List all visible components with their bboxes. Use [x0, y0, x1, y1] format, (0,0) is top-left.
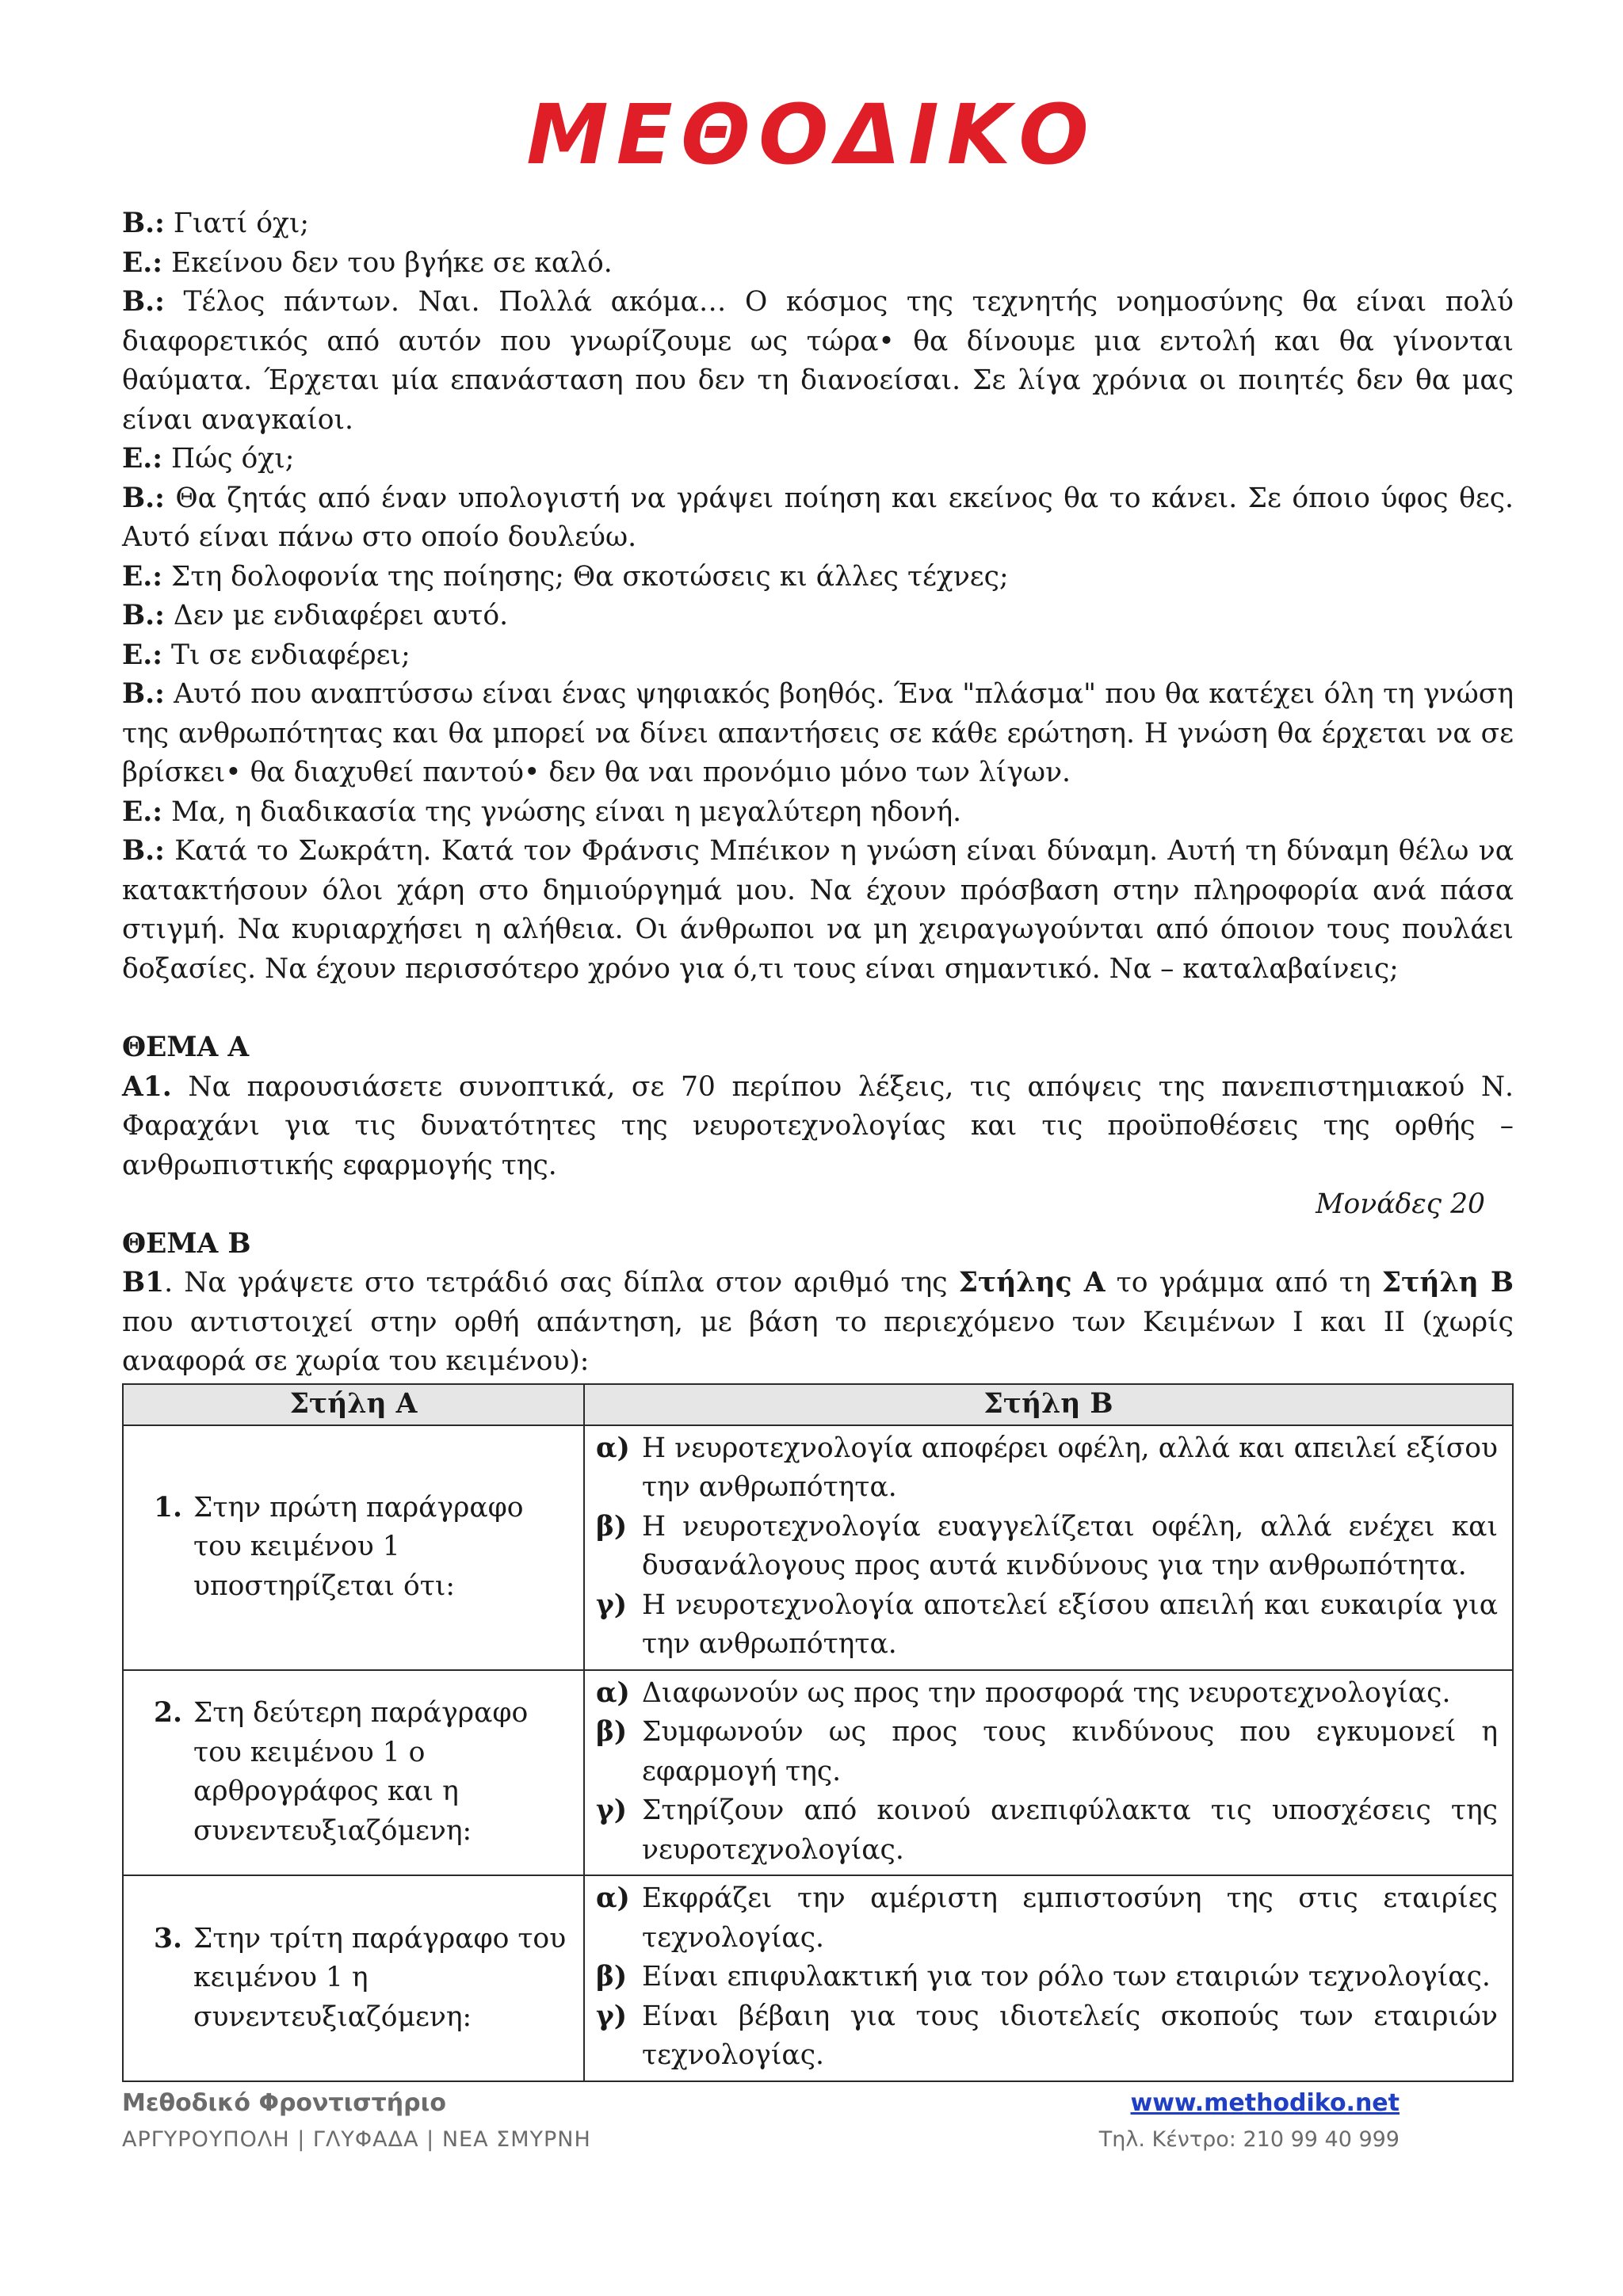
dialogue-line — [122, 244, 1514, 284]
theme-a-heading: ΘΕΜΑ Α — [122, 1032, 250, 1063]
dialogue-text: Θα ζητάς από έναν υπολογιστή να γράψει ποίηση και εκείνος θα το κάνει. Σε όποιο ύφος θες. Αυτό είναι πάνω στο οποίο δουλεύω. — [122, 482, 1514, 553]
dialogue-text: Αυτό που αναπτύσσω είναι ένας ψηφιακός βοηθός. Ένα "πλάσμα" που θα κατέχει όλη τη γνώση της ανθρωπότητας και θα μπορεί να δίνει απαντήσεις σε κάθε ερώτηση. Η γνώση θα έρχεται να σε βρίσκει• θα διαχυθεί παντού• δεν θα ναι προνόμιο μόνο των λίγων. — [122, 678, 1514, 788]
speaker-label: Β.: — [122, 835, 165, 867]
brand-logo: ΜΕΘΟΔΙΚΟ — [526, 86, 1097, 183]
document-body — [122, 204, 1514, 2082]
answer-option — [596, 1429, 1498, 1508]
dialogue-line — [122, 440, 1514, 479]
option-text: Συμφωνούν ως προς τους κινδύνους που εγκυμονεί η εφαρμογή της. — [642, 1716, 1498, 1787]
answer-option — [596, 1997, 1498, 2076]
dialogue-line — [122, 204, 1514, 244]
dialogue-line — [122, 558, 1514, 597]
speaker-label: Ε.: — [122, 795, 163, 828]
dialogue-line — [122, 793, 1514, 833]
dialogue-line — [122, 832, 1514, 989]
column-a-header: Στήλη Α — [123, 1384, 584, 1425]
option-letter: β) — [596, 1961, 628, 1993]
column-b-cell — [584, 1670, 1513, 1876]
theme-a-units: Μονάδες 20 — [1316, 1188, 1485, 1220]
column-a-cell — [123, 1425, 584, 1670]
footer-locations: ΑΡΓΥΡΟΥΠΟΛΗ | ΓΛΥΦΑΔΑ | ΝΕΑ ΣΜΥΡΝΗ — [122, 2127, 591, 2152]
column-a-cell — [123, 1670, 584, 1876]
question-a1-label: Α1. — [122, 1070, 172, 1103]
dialogue-line — [122, 283, 1514, 440]
option-letter: β) — [596, 1510, 628, 1543]
dialogue-text: Τι σε ενδιαφέρει; — [171, 639, 411, 671]
dialogue-text: Εκείνου δεν του βγήκε σε καλό. — [171, 246, 613, 279]
speaker-label: Ε.: — [122, 443, 163, 475]
answer-option — [596, 1508, 1498, 1586]
item-prompt: Στη δεύτερη παράγραφο του κειμένου 1 ο αρθρογράφος και η συνεντευξιαζόμενη: — [193, 1697, 529, 1847]
dialogue-text: Πώς όχι; — [171, 443, 295, 475]
column-a-cell — [123, 1875, 584, 2081]
column-b-cell — [584, 1425, 1513, 1670]
question-b1-label: Β1 — [122, 1267, 165, 1299]
footer-phone: Τηλ. Κέντρο: 210 99 40 999 — [1098, 2127, 1400, 2152]
answer-option — [596, 1713, 1498, 1791]
option-letter: α) — [596, 1882, 630, 1914]
theme-b-intro: Β1. Να γράψετε στο τετράδιό σας δίπλα στον αριθμό της Στήλης Α το γράμμα από τη Στήλη Β που αντιστοιχεί στην ορθή απάντηση, με βάση το περιεχόμενο των Κειμένων Ι και ΙΙ (χωρίς αναφορά σε χωρία του κειμένου): — [122, 1267, 1514, 1377]
theme-b-heading: ΘΕΜΑ Β — [122, 1227, 251, 1260]
option-text: Στηρίζουν από κοινού ανεπιφύλακτα τις υποσχέσεις της νευροτεχνολογίας. — [642, 1794, 1498, 1866]
speaker-label: Β.: — [122, 208, 165, 239]
table-row — [123, 1425, 1513, 1670]
option-text: Η νευροτεχνολογία αποφέρει οφέλη, αλλά και απειλεί εξίσου την ανθρωπότητα. — [642, 1432, 1498, 1503]
item-number: 1. — [153, 1491, 182, 1524]
column-b-cell — [584, 1875, 1513, 2081]
option-text: Διαφωνούν ως προς την προσφορά της νευροτεχνολογίας. — [642, 1676, 1451, 1709]
footer-name: Μεθοδικό Φροντιστήριο — [122, 2089, 446, 2117]
table-row — [123, 1875, 1513, 2081]
table-row — [123, 1670, 1513, 1876]
dialogue-text: Γιατί όχι; — [173, 208, 310, 239]
dialogue-text: Τέλος πάντων. Ναι. Πολλά ακόμα… Ο κόσμος της τεχνητής νοημοσύνης θα είναι πολύ διαφορετικός από αυτόν που γνωρίζουμε ως τώρα• θα δίνουμε μια εντολή και θα γίνονται θαύματα. Έρχεται μία επανάσταση που δεν τη διανοείσαι. Σε λίγα χρόνια οι ποιητές δεν θα μας είναι αναγκαίοι. — [122, 286, 1514, 436]
speaker-label: Ε.: — [122, 560, 163, 593]
dialogue-line — [122, 597, 1514, 636]
answer-option — [596, 1791, 1498, 1870]
dialogue-section — [122, 204, 1514, 989]
dialogue-text: Μα, η διαδικασία της γνώσης είναι η μεγαλύτερη ηδονή. — [171, 795, 962, 828]
option-text: Είναι επιφυλακτική για τον ρόλο των εταιριών τεχνολογίας. — [642, 1961, 1491, 1993]
speaker-label: Ε.: — [122, 639, 163, 671]
speaker-label: Ε.: — [122, 246, 163, 279]
speaker-label: Β.: — [122, 600, 165, 631]
item-prompt: Στην πρώτη παράγραφο του κειμένου 1 υποστηρίζεται ότι: — [193, 1491, 524, 1602]
speaker-label: Β.: — [122, 482, 165, 514]
answer-option — [596, 1586, 1498, 1665]
option-letter: γ) — [596, 2000, 628, 2032]
dialogue-text: Δεν με ενδιαφέρει αυτό. — [173, 600, 509, 631]
option-letter: β) — [596, 1716, 628, 1748]
option-text: Η νευροτεχνολογία ευαγγελίζεται οφέλη, αλλά ενέχει και δυσανάλογους προς αυτά κινδύνους για την ανθρωπότητα. — [642, 1510, 1498, 1581]
column-b-header: Στήλη Β — [584, 1384, 1513, 1425]
option-letter: γ) — [596, 1589, 628, 1621]
item-number: 3. — [153, 1922, 182, 1955]
answer-option — [596, 1958, 1498, 1997]
option-text: Εκφράζει την αμέριστη εμπιστοσύνη της στις εταιρίες τεχνολογίας. — [642, 1882, 1498, 1954]
dialogue-line — [122, 675, 1514, 793]
option-letter: α) — [596, 1676, 630, 1709]
matching-table — [122, 1383, 1514, 2082]
option-letter: α) — [596, 1432, 630, 1464]
dialogue-line — [122, 636, 1514, 676]
dialogue-text: Στη δολοφονία της ποίησης; Θα σκοτώσεις κι άλλες τέχνες; — [171, 560, 1009, 593]
speaker-label: Β.: — [122, 286, 165, 318]
dialogue-text: Κατά το Σωκράτη. Κατά τον Φράνσις Μπέικον η γνώση είναι δύναμη. Αυτή τη δύναμη θέλω να κατακτήσουν όλοι χάρη στο δημιούργημά μου. Να έχουν πρόσβαση στην πληροφορία ανά πάσα στιγμή. Να κυριαρχήσει η αλήθεια. Οι άνθρωποι να μη χειραγωγούνται από όποιον τους πουλάει δοξασίες. Να έχουν περισσότερο χρόνο για ό,τι τους είναι σημαντικό. Να – καταλαβαίνεις; — [122, 835, 1514, 985]
option-text: Είναι βέβαιη για τους ιδιοτελείς σκοπούς των εταιριών τεχνολογίας. — [642, 2000, 1498, 2071]
item-prompt: Στην τρίτη παράγραφο του κειμένου 1 η συνεντευξιαζόμενη: — [193, 1922, 567, 2033]
answer-option — [596, 1674, 1498, 1714]
speaker-label: Β.: — [122, 678, 165, 710]
option-text: Η νευροτεχνολογία αποτελεί εξίσου απειλή και ευκαιρία για την ανθρωπότητα. — [642, 1589, 1498, 1660]
footer-website-link[interactable]: www.methodiko.net — [1130, 2089, 1400, 2117]
theme-a-question — [122, 1068, 1514, 1186]
question-a1-text: Να παρουσιάσετε συνοπτικά, σε 70 περίπου λέξεις, τις απόψεις της πανεπιστημιακού Ν. Φαραχάνι για τις δυνατότητες της νευροτεχνολογίας και τις προϋποθέσεις της ορθής – ανθρωπιστικής εφαρμογής της. — [122, 1070, 1514, 1181]
option-letter: γ) — [596, 1794, 628, 1826]
dialogue-line — [122, 479, 1514, 558]
answer-option — [596, 1879, 1498, 1958]
item-number: 2. — [153, 1697, 182, 1730]
